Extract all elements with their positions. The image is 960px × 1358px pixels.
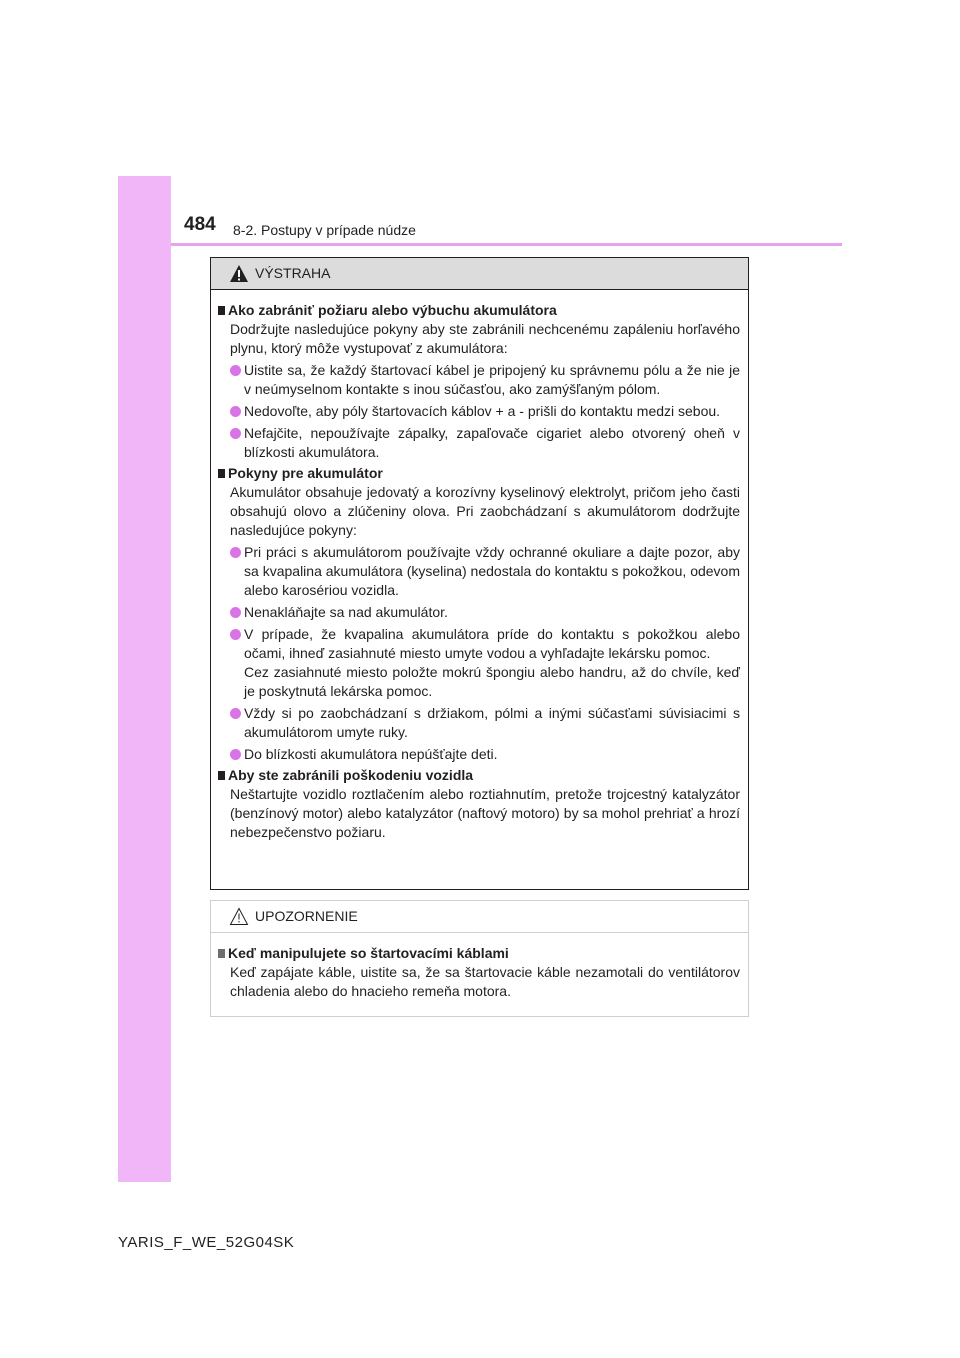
warning-header — [211, 258, 748, 290]
section-text: Dodržujte nasledujúce pokyny aby ste zabránili nechcenému zapáleniu horľavého plynu, ktorý môže vystupovať z akumulátora: — [230, 321, 740, 356]
list-item-text: Pri práci s akumulátorom používajte vždy ochranné okuliare a dajte pozor, aby sa kvapalina akumulátora (kyselina) nedostala do kontaktu s pokožkou, odevom alebo karosériou vozidla. — [244, 544, 740, 598]
list-item — [230, 361, 740, 399]
section-heading-text: Keď manipulujete so štartovacími káblami — [228, 945, 509, 961]
page-sidebar-tab — [118, 176, 171, 1182]
document-code: YARIS_F_WE_52G04SK — [118, 1234, 295, 1251]
bullet-dot-icon — [230, 629, 241, 640]
list-item — [230, 625, 740, 701]
bullet-dot-icon — [230, 547, 241, 558]
section-text: Keď zapájate káble, uistite sa, že sa štartovacie káble nezamotali do ventilátorov chladenia alebo do hnacieho remeňa motora. — [230, 964, 740, 999]
bullet-dot-icon — [230, 428, 241, 439]
warning-triangle-icon — [229, 264, 249, 283]
warning-body — [211, 290, 748, 842]
square-bullet-icon — [218, 469, 225, 478]
list-item-text: Nedovoľte, aby póly štartovacích káblov + a - prišli do kontaktu medzi sebou. — [244, 403, 721, 419]
list-item — [230, 745, 740, 764]
bullet-dot-icon — [230, 708, 241, 719]
list-item — [230, 402, 740, 421]
list-item — [230, 704, 740, 742]
list-item-text-group — [244, 625, 740, 701]
list-item — [230, 543, 740, 600]
warning-box — [210, 257, 749, 890]
caution-body — [211, 933, 748, 1001]
section-heading — [218, 944, 740, 963]
section-heading — [218, 301, 740, 320]
bullet-dot-icon — [230, 365, 241, 376]
caution-triangle-icon — [229, 907, 249, 926]
square-bullet-icon — [218, 771, 225, 780]
list-item-text: Nefajčite, nepoužívajte zápalky, zapaľovače cigariet alebo otvorený oheň v blízkosti akumulátora. — [244, 425, 740, 460]
list-item — [230, 603, 740, 622]
warning-section-battery — [218, 464, 740, 764]
warning-section-vehicle — [218, 766, 740, 842]
square-bullet-icon — [218, 949, 225, 958]
list-item-text: Vždy si po zaobchádzaní s držiakom, pólmi a inými súčasťami súvisiacimi s akumulátorom umyte ruky. — [244, 705, 740, 740]
warning-title: VÝSTRAHA — [255, 265, 331, 281]
caution-title: UPOZORNENIE — [255, 908, 358, 924]
warning-section-fire — [218, 301, 740, 462]
header-rule — [171, 243, 842, 246]
section-text: Neštartujte vozidlo roztlačením alebo roztiahnutím, pretože trojcestný katalyzátor (benzínový motor) alebo katalyzátor (naftový motoro) by sa mohol prehriať a hrozí nebezpečenstvo požiaru. — [230, 786, 740, 840]
section-title: 8-2. Postupy v prípade núdze — [233, 222, 416, 238]
list-item-text: Do blízkosti akumulátora nepúšťajte deti. — [244, 746, 498, 762]
section-heading — [218, 464, 740, 483]
section-text: Akumulátor obsahuje jedovatý a korozívny kyselinový elektrolyt, pričom jeho časti obsahujú olovo a zlúčeniny olova. Pri zaobchádzaní s akumulátorom dodržujte nasledujúce pokyny: — [230, 484, 740, 538]
page-number: 484 — [184, 214, 216, 235]
list-item-extra-text: Cez zasiahnuté miesto položte mokrú špongiu alebo handru, až do chvíle, keď je poskytnutá lekárska pomoc. — [244, 664, 740, 699]
caution-header — [211, 901, 748, 933]
section-heading-text: Pokyny pre akumulátor — [228, 465, 383, 481]
section-heading — [218, 766, 740, 785]
bullet-dot-icon — [230, 749, 241, 760]
section-heading-text: Ako zabrániť požiaru alebo výbuchu akumulátora — [228, 302, 557, 318]
list-item-text: Uistite sa, že každý štartovací kábel je pripojený ku správnemu pólu a že nie je v neúmyselnom kontakte s inou súčasťou, ako zamýšľaným pólom. — [244, 362, 740, 397]
bullet-dot-icon — [230, 406, 241, 417]
list-item-text: V prípade, že kvapalina akumulátora príde do kontaktu s pokožkou alebo očami, ihneď zasiahnuté miesto umyte vodou a vyhľadajte lekársku pomoc. — [244, 626, 740, 661]
bullet-dot-icon — [230, 607, 241, 618]
section-heading-text: Aby ste zabránili poškodeniu vozidla — [228, 767, 474, 783]
list-item-text: Nenakláňajte sa nad akumulátor. — [244, 604, 448, 620]
list-item — [230, 424, 740, 462]
caution-box — [210, 900, 749, 1017]
square-bullet-icon — [218, 306, 225, 315]
